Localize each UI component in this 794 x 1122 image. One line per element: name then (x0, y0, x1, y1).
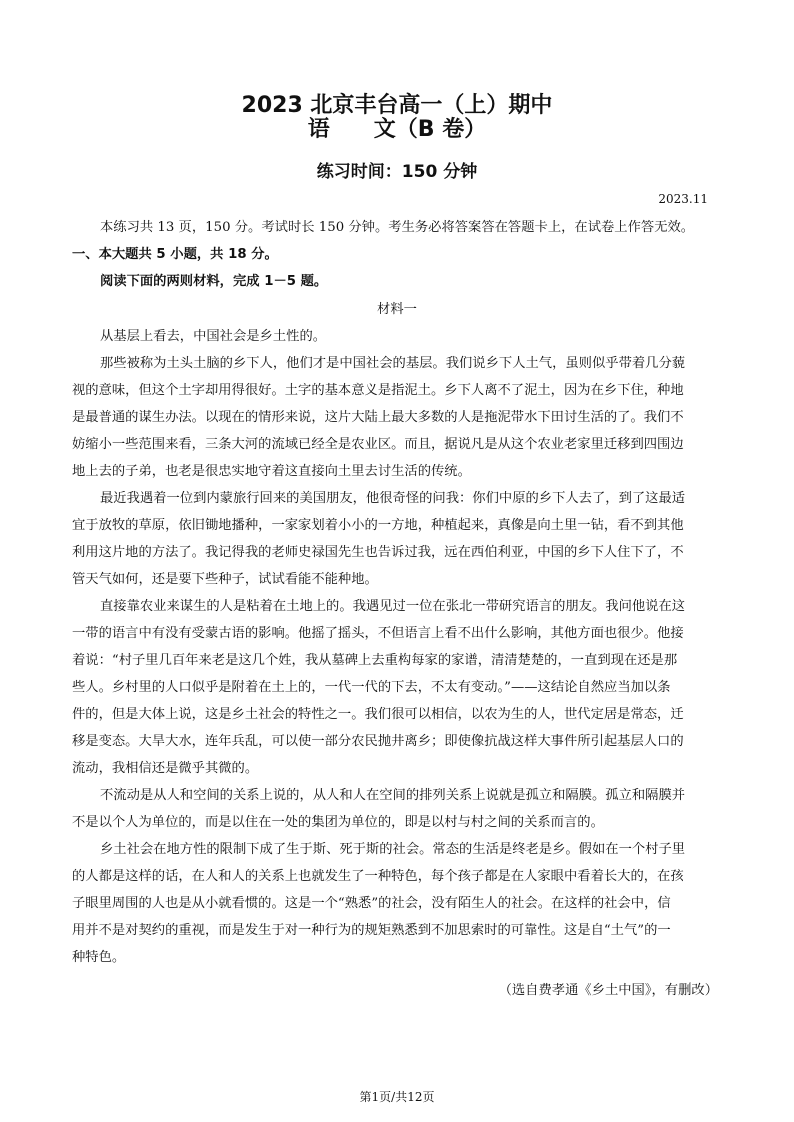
passage-line: 流动，我相信还是微乎其微的。 (72, 761, 259, 776)
page-number: 第1页/共12页 (359, 1090, 435, 1104)
section-instruction: 阅读下面的两则材料，完成 1－5 题。 (100, 274, 328, 289)
passage-line: 种特色。 (72, 950, 126, 965)
passage-line: 一带的语言中有没有受蒙古语的影响。他摇了摇头，不但语言上看不出什么影响，其他方面也很少。他接 (72, 626, 684, 641)
passage-line: 是最普通的谋生办法。以现在的情形来说，这片大陆上最大多数的人是拖泥带水下田讨生活的了。我们不 (72, 410, 684, 425)
exam-time: 练习时间：150 分钟 (316, 162, 478, 182)
passage-line: 宜于放牧的草原，依旧锄地播种，一家家划着小小的一方地，种植起来，真像是向土里一钻，看不到其他 (72, 518, 684, 533)
subject-title: 语 文（B 卷） (307, 117, 487, 142)
exam-date: 2023.11 (658, 192, 708, 206)
passage-line: 着说：“村子里几百年来老是这几个姓，我从墓碑上去重构每家的家谱，清清楚楚的，一直到现在还是那 (72, 653, 678, 668)
passage-line: 妨缩小一些范围来看，三条大河的流域已经全是农业区。而且，据说凡是从这个农业老家里迁移到四围边 (72, 437, 684, 452)
passage-line: 不是以个人为单位的，而是以住在一处的集团为单位的，即是以村与村之间的关系而言的。 (72, 815, 604, 830)
passage-line: 利用这片地的方法了。我记得我的老师史禄国先生也告诉过我，远在西伯利亚，中国的乡下人住下了，不 (72, 545, 684, 560)
passage-line: 子眼里周围的人也是从小就看惯的。这是一个“熟悉”的社会，没有陌生人的社会。在这样的社会中，信 (72, 896, 671, 911)
passage-line: 乡土社会在地方性的限制下成了生于斯、死于斯的社会。常态的生活是终老是乡。假如在一个村子里 (100, 842, 686, 857)
passage-line: 件的，但是大体上说，这是乡土社会的特性之一。我们很可以相信，以农为生的人，世代定居是常态，迁 (72, 707, 684, 722)
passage-line: 那些被称为土头土脑的乡下人，他们才是中国社会的基层。我们说乡下人土气，虽则似乎带着几分藐 (100, 356, 686, 371)
passage-line: 的人都是这样的话，在人和人的关系上也就发生了一种特色，每个孩子都是在人家眼中看着长大的，在孩 (72, 869, 684, 884)
passage-line: 些人。乡村里的人口似乎是附着在土上的，一代一代的下去，不太有变动。”——这结论自然应当加以条 (72, 680, 671, 695)
passage-line: 不流动是从人和空间的关系上说的，从人和人在空间的排列关系上说就是孤立和隔膜。孤立和隔膜并 (100, 788, 686, 803)
exam-notice: 本练习共 13 页，150 分。考试时长 150 分钟。考生务必将答案答在答题卡上，在试卷上作答无效。 (100, 220, 695, 235)
passage-line: 直接靠农业来谋生的人是粘着在土地上的。我遇见过一位在张北一带研究语言的朋友。我问他说在这 (100, 599, 686, 614)
passage-line: 移是变态。大旱大水，连年兵乱，可以使一部分农民抛井离乡；即使像抗战这样大事件所引起基层人口的 (72, 734, 684, 749)
passage-line: 管天气如何，还是要下些种子，试试看能不能种地。 (72, 572, 378, 587)
exam-title: 2023 北京丰台高一（上）期中 (241, 93, 553, 118)
section-heading: 一、本大题共 5 小题，共 18 分。 (72, 247, 278, 262)
passage-line: 用并不是对契约的重视，而是发生于对一种行为的规矩熟悉到不加思索时的可靠性。这是自“土气”的一 (72, 923, 671, 938)
material-title: 材料一 (377, 302, 417, 317)
passage-line: 最近我遇着一位到内蒙旅行回来的美国朋友，他很奇怪的问我：你们中原的乡下人去了，到了这最适 (100, 491, 686, 506)
passage-line: 从基层上看去，中国社会是乡土性的。 (100, 329, 327, 344)
passage-source: （选自费孝通《乡土中国》，有删改） (498, 983, 718, 998)
passage-line: 地上去的子弟，也老是很忠实地守着这直接向土里去讨生活的传统。 (72, 464, 471, 479)
passage-line: 视的意味，但这个土字却用得很好。土字的基本意义是指泥土。乡下人离不了泥土，因为在乡下住，种地 (72, 383, 684, 398)
